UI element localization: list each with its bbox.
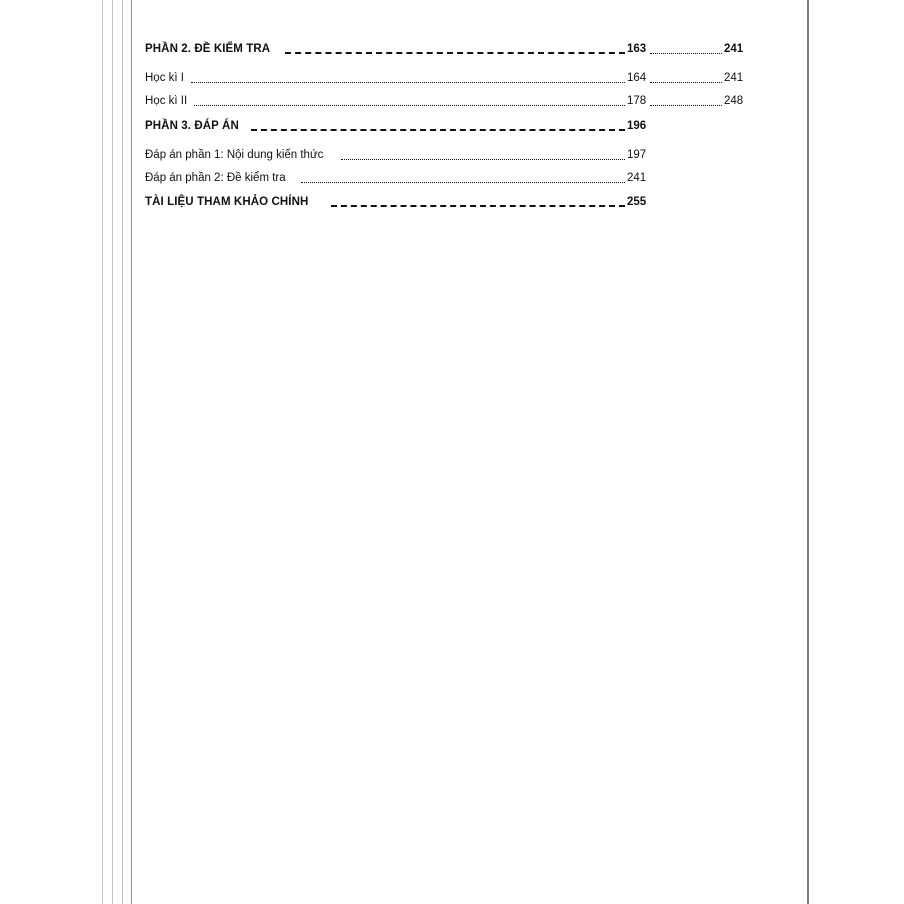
- page-right-border: [807, 0, 809, 904]
- toc-entry-references: [145, 195, 650, 209]
- toc-entry-title: PHẦN 2. ĐỀ KIỂM TRA: [145, 43, 271, 55]
- toc-entry-title: PHẦN 3. ĐÁP ÁN: [145, 120, 239, 132]
- dot-leader: [341, 157, 625, 160]
- dot-leader: [194, 103, 625, 106]
- dot-leader: [650, 80, 722, 83]
- toc-entry-page: 164: [627, 72, 647, 84]
- toc-entry-page: 241: [627, 172, 647, 184]
- toc-entry-page-2: 241: [724, 43, 744, 55]
- dot-leader: [331, 203, 625, 207]
- toc-entry-page: 255: [627, 196, 647, 208]
- toc-entry-answers-part-1: [145, 148, 650, 162]
- page-stack-edge: [102, 0, 103, 904]
- toc-entry-page: 197: [627, 149, 647, 161]
- dot-leader: [191, 80, 625, 83]
- page-stack-edge: [112, 0, 113, 904]
- toc-entry-hoc-ki-2: [145, 94, 744, 108]
- toc-entry-part-3: [145, 119, 650, 133]
- toc-entry-page: 163: [627, 43, 647, 55]
- toc-entry-title: Học kì I: [145, 72, 184, 84]
- dot-leader: [650, 103, 722, 106]
- page-stack-edge: [122, 0, 123, 904]
- toc-entry-answers-part-2: [145, 171, 650, 185]
- dot-leader: [301, 180, 625, 183]
- dot-leader: [251, 127, 625, 131]
- toc-entry-part-2: [145, 42, 744, 56]
- toc-entry-title: Đáp án phần 1: Nội dung kiến thức: [145, 149, 324, 161]
- toc-entry-hoc-ki-1: [145, 71, 744, 85]
- toc-entry-page: 196: [627, 120, 647, 132]
- toc-entry-page: 178: [627, 95, 647, 107]
- page-left-border: [131, 0, 132, 904]
- toc-entry-title: Đáp án phần 2: Đề kiểm tra: [145, 172, 286, 184]
- dot-leader: [650, 51, 722, 54]
- dot-leader: [285, 50, 625, 54]
- toc-entry-title: TÀI LIỆU THAM KHẢO CHÍNH: [145, 196, 309, 208]
- toc-entry-title: Học kì II: [145, 95, 188, 107]
- toc-entry-page-2: 241: [724, 72, 744, 84]
- toc-entry-page-2: 248: [724, 95, 744, 107]
